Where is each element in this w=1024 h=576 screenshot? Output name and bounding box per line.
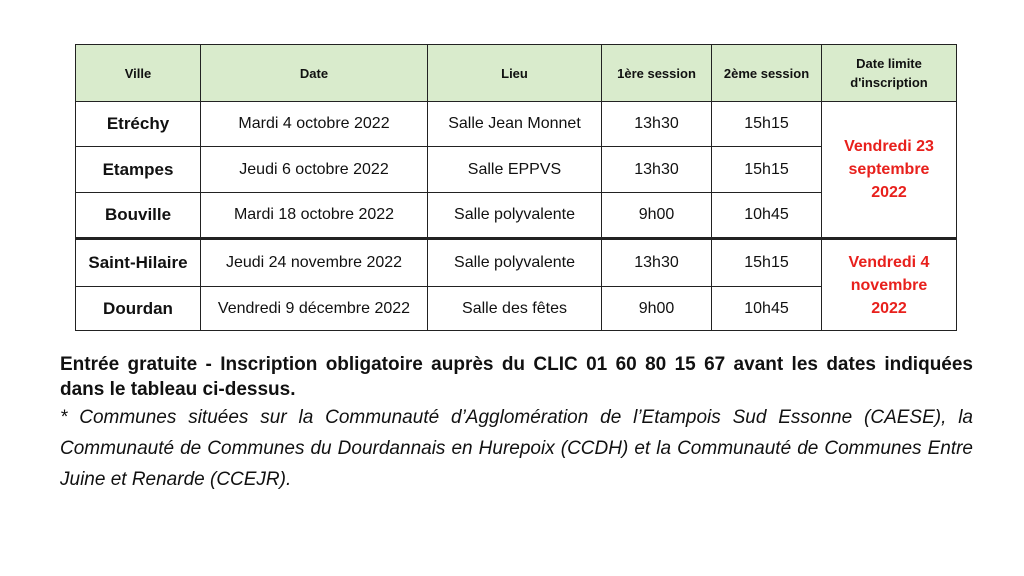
header-session1: 1ère session [602,45,712,102]
notes-section [60,352,973,495]
cell-city: Etréchy [76,102,201,147]
cell-place: Salle EPPVS [428,147,602,193]
header-city: Ville [76,45,201,102]
cell-date: Jeudi 24 novembre 2022 [201,239,428,287]
cell-place: Salle polyvalente [428,193,602,239]
cell-session1: 13h30 [602,239,712,287]
cell-place: Salle polyvalente [428,239,602,287]
cell-date: Jeudi 6 octobre 2022 [201,147,428,193]
cell-session2: 15h15 [712,147,822,193]
cell-session1: 9h00 [602,193,712,239]
cell-session1: 13h30 [602,147,712,193]
header-session2: 2ème session [712,45,822,102]
sessions-table [75,44,957,331]
cell-date: Mardi 4 octobre 2022 [201,102,428,147]
cell-date: Vendredi 9 décembre 2022 [201,287,428,331]
table-row [76,102,957,147]
cell-city: Etampes [76,147,201,193]
cell-session1: 13h30 [602,102,712,147]
cell-session2: 15h15 [712,102,822,147]
cell-city: Dourdan [76,287,201,331]
cell-session2: 10h45 [712,193,822,239]
communes-footnote: * Communes situées sur la Communauté d’Agglomération de l’Etampois Sud Essonne (CAESE), la Communauté de Communes du Dourdannais en Hurepoix (CCDH) et la Communauté de Communes Entre Juine et Renarde (CCEJR). [60,407,973,490]
cell-place: Salle des fêtes [428,287,602,331]
header-place: Lieu [428,45,602,102]
header-date: Date [201,45,428,102]
table-header-row [76,45,957,102]
registration-note: Entrée gratuite - Inscription obligatoire auprès du CLIC 01 60 80 15 67 avant les dates indiquées dans le tableau ci-dessus. [60,354,973,400]
deadline-text: Vendredi 23 septembre 2022 [844,138,934,201]
header-deadline: Date limite d'inscription [822,45,957,102]
cell-city: Bouville [76,193,201,239]
cell-session2: 15h15 [712,239,822,287]
cell-deadline [822,239,957,331]
cell-deadline [822,102,957,239]
cell-session2: 10h45 [712,287,822,331]
cell-date: Mardi 18 octobre 2022 [201,193,428,239]
deadline-text: Vendredi 4 novembre 2022 [848,253,930,317]
cell-session1: 9h00 [602,287,712,331]
table-row [76,239,957,287]
cell-place: Salle Jean Monnet [428,102,602,147]
cell-city: Saint-Hilaire [76,239,201,287]
